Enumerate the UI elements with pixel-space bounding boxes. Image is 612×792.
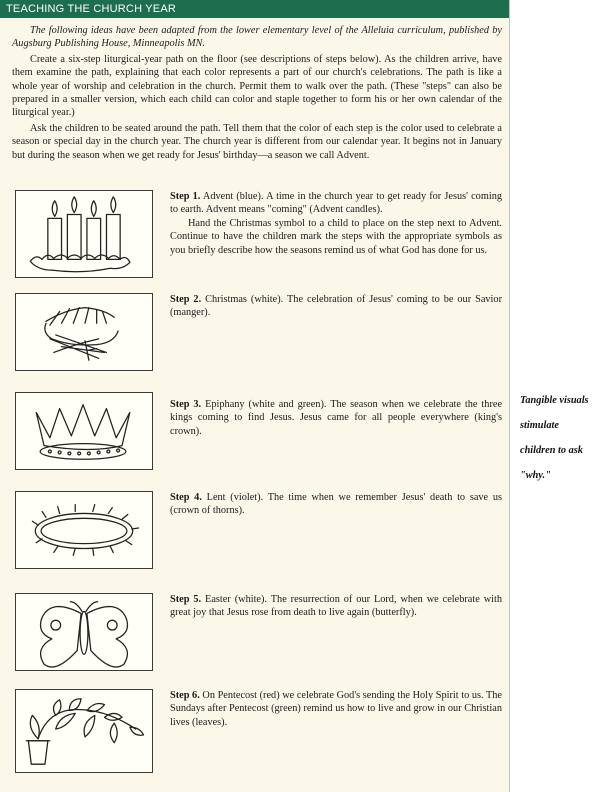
step-5-text (170, 593, 502, 620)
callout-line-3: children to ask (520, 445, 583, 456)
step-6-text (170, 689, 502, 729)
margin-callout (520, 388, 608, 488)
butterfly-icon (16, 594, 152, 670)
step-2-text (170, 293, 502, 320)
step-2-description: Christmas (white). The celebration of Jesus' coming to be our Savior (manger). (170, 294, 502, 319)
step-4-description: Lent (violet). The time when we remember Jesus' death to save us (crown of thorns). (170, 492, 503, 517)
manger-icon (16, 294, 152, 370)
step-6-label: Step 6. (170, 690, 200, 701)
step-3-text (170, 398, 502, 438)
step-4-text (170, 491, 502, 518)
intro-text (12, 24, 502, 164)
kings-crown-picture (15, 392, 153, 470)
step-4-label: Step 4. (170, 492, 202, 503)
leaves-plant-picture (15, 689, 153, 773)
manger-picture (15, 293, 153, 371)
step-6-description: On Pentecost (red) we celebrate God's sending the Holy Spirit to us. The Sundays after Pentecost (green) remind us how to live and grow in our Christian lives (leaves). (170, 690, 503, 728)
step-3 (15, 392, 502, 474)
callout-line-1: Tangible visuals (520, 395, 589, 406)
step-3-label: Step 3. (170, 399, 202, 410)
step-1-label: Step 1. (170, 191, 201, 202)
step-1 (15, 190, 502, 290)
step-2 (15, 293, 502, 375)
leaves-plant-icon (16, 690, 152, 772)
crown-of-thorns-icon (16, 492, 152, 568)
step-5 (15, 593, 502, 675)
callout-line-2: stimulate (520, 420, 559, 431)
kings-crown-icon (16, 393, 152, 469)
intro-paragraph-2: Ask the children to be seated around the path. Tell them that the color of each step is the color used to celebrate a season or special day in the church year. The church year is different from our calendar year. It begins not in January but during the season when we get ready for Jesus' birthday—a season we call Advent. (12, 122, 502, 161)
intro-paragraph-1: Create a six-step liturgical-year path on the floor (see descriptions of steps below). As the children arrive, have them examine the path, explaining that each color represents a part of our church's celebrations. The path is like a whole year of worship and celebration in the church. Permit them to walk over the path. (These "steps" can also be prepared in a smaller version, which each child can color and staple together to form his or her own calendar of the liturgical year.) (12, 53, 502, 119)
step-6 (15, 689, 502, 771)
step-1-text (170, 190, 502, 257)
butterfly-picture (15, 593, 153, 671)
advent-candles-icon (16, 191, 152, 277)
callout-line-4: "why." (520, 470, 551, 481)
section-header: TEACHING THE CHURCH YEAR (0, 0, 509, 18)
intro-lead: The following ideas have been adapted from the lower elementary level of the Alleluia curriculum, published by Augsburg Publishing House, Minneapolis MN. (12, 25, 502, 50)
step-3-description: Epiphany (white and green). The season when we celebrate the three kings coming to find Jesus. Jesus came for all people everywhere (king's crown). (170, 399, 503, 437)
advent-candles-picture (15, 190, 153, 278)
step-5-description: Easter (white). The resurrection of our Lord, when we celebrate with great joy that Jesus rose from death to live again (butterfly). (170, 594, 503, 619)
step-2-label: Step 2. (170, 294, 202, 305)
step-5-label: Step 5. (170, 594, 202, 605)
step-1-description: Advent (blue). A time in the church year to get ready for Jesus' coming to earth. Advent means "coming" (Advent candles). (170, 191, 502, 216)
crown-of-thorns-picture (15, 491, 153, 569)
step-1-extra: Hand the Christmas symbol to a child to place on the step next to Advent. Continue to have the children mark the steps with the appropriate symbols as you briefly describe how the seasons remind us of what God has done for us. (170, 217, 502, 256)
step-4 (15, 491, 502, 573)
